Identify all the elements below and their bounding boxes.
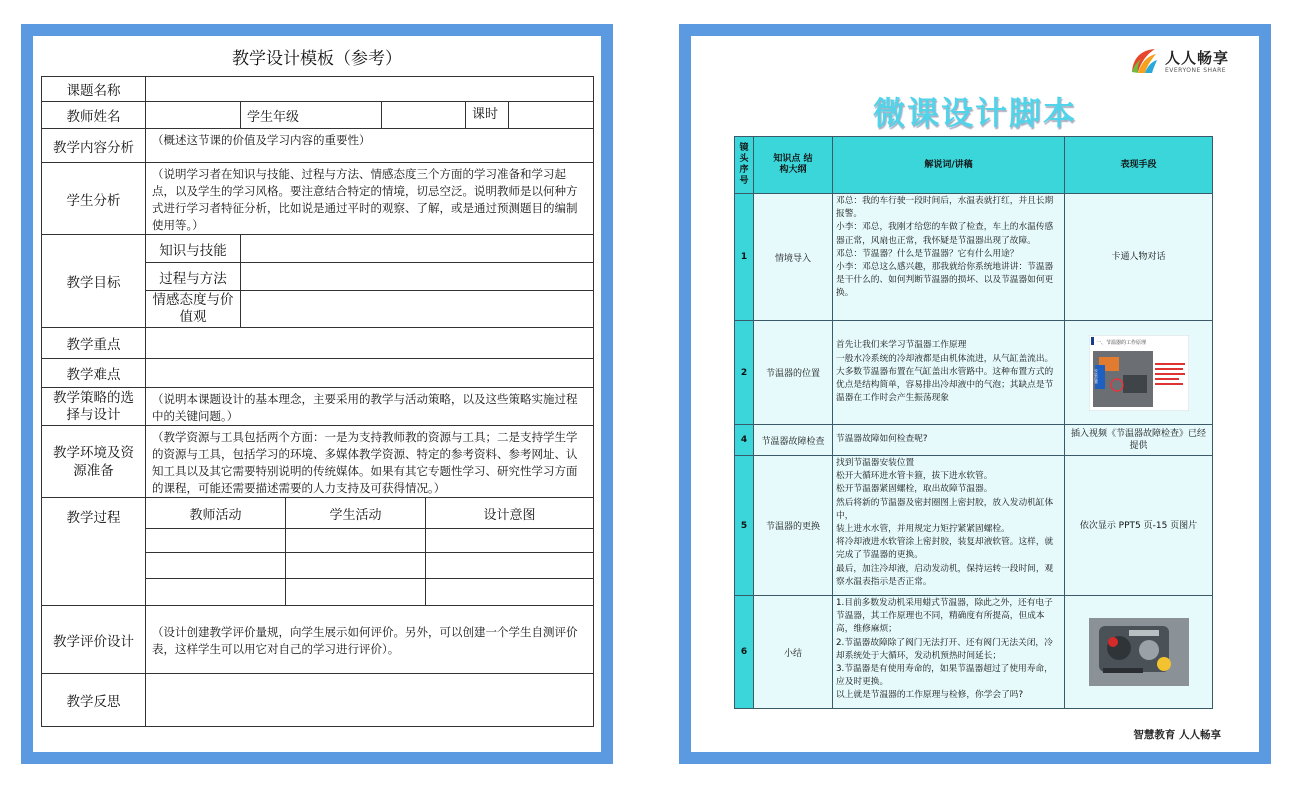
- process-cell[interactable]: [146, 529, 286, 553]
- strategy-label: 教学策略的选择与设计: [42, 388, 146, 426]
- process-cell[interactable]: [426, 579, 594, 606]
- brand-logo: [1129, 44, 1229, 78]
- table-row: [42, 235, 594, 263]
- key-points-cell[interactable]: [146, 328, 594, 359]
- goal-emotion-cell[interactable]: [241, 291, 594, 328]
- table-row: [735, 194, 1213, 321]
- narration-text: 找到节温器安装位置 松开大循环进水管卡箍，拔下进水软管。 松开节温器紧固螺栓，取出故障节温器。 然后将新的节温器及密封圈图上密封胶，放入发动机缸体中， 装上进水水管，并用规定力矩拧紧紧固螺栓。 将冷却液进水软管涂上密封胶，装复却液软管。这样，就完成了节温器的更换。 最后，加注冷却液，启动发动机，保持运转一段时间，观察水温表指示是否正常。: [833, 456, 1065, 596]
- table-row: [42, 674, 594, 727]
- goal-process-cell[interactable]: [241, 263, 594, 291]
- brand-name: 人人畅享: [1164, 48, 1229, 67]
- student-analysis-desc: （说明学习者在知识与技能、过程与方法、情感态度三个方面的学习准备和学习起点，以及学生的学习风格。要注意结合特定的情境，切忌空泛。说明教师是以何种方式进行学习者特征分析，比如说是通过平时的观察、了解，或是通过预测题目的编制使用等。）: [146, 163, 594, 235]
- goal-emotion-label: 情感态度与价值观: [146, 291, 241, 328]
- brand-subtitle: EVERYONE SHARE: [1164, 66, 1227, 74]
- table-row: [735, 456, 1213, 596]
- process-cell[interactable]: [146, 579, 286, 606]
- process-cell[interactable]: [146, 553, 286, 579]
- right-document-page: [691, 36, 1259, 752]
- knowledge-point: 小结: [754, 596, 833, 709]
- evaluation-desc: （设计创建教学评价量规，向学生展示如何评价。另外，可以创建一个学生自测评价表，这样学生可以用它对自己的学习进行评价）。: [146, 606, 594, 674]
- goal-knowledge-label: 知识与技能: [146, 235, 241, 263]
- difficulties-label: 教学难点: [42, 359, 146, 388]
- means-text: 卡通人物对话: [1065, 194, 1213, 321]
- means-header: 表现手段: [1065, 137, 1213, 194]
- student-activity-header: 学生活动: [286, 498, 426, 529]
- topic-value-cell[interactable]: [146, 77, 594, 102]
- left-doc-title: 教学设计模板（参考）: [232, 49, 402, 69]
- grade-value-cell[interactable]: [382, 102, 466, 129]
- brand-logo-icon: [1129, 46, 1159, 76]
- knowledge-point: 情境导入: [754, 194, 833, 321]
- shot-number: 2: [735, 321, 754, 425]
- narration-text: 邓总：我的车行驶一段时间后，水温表就打红，并且长期报警。 小李：邓总，我刚才给您的车做了检查，车上的水温传感器正常，风扇也正常，我怀疑是节温器出现了故障。 邓总：节温器？什么是节温器？它有什么用途？ 小李：邓总这么感兴趣，那我就给你系统地讲讲：节温器是干什么的、如何判断节温器的损坏、以及节温器如何更换。: [833, 194, 1065, 321]
- hours-label: 课时: [466, 102, 509, 128]
- teacher-value-cell[interactable]: [146, 102, 241, 129]
- table-row: [735, 321, 1213, 425]
- topic-label: 课题名称: [42, 77, 146, 102]
- means-text: 插入视频《节温器故障检查》已经提供: [1065, 425, 1213, 456]
- means-text: 依次显示 PPT5 页-15 页图片: [1065, 456, 1213, 596]
- script-table: [734, 136, 1213, 709]
- table-row: [42, 328, 594, 359]
- table-row: [42, 129, 594, 163]
- slide-thumbnail-cell: [1065, 321, 1213, 425]
- grade-label: 学生年级: [241, 102, 382, 129]
- shot-number: 5: [735, 456, 754, 596]
- strategy-desc: （说明本课题设计的基本理念，主要采用的教学与活动策略，以及这些策略实施过程中的关键问题。）: [146, 388, 594, 426]
- table-row: [735, 425, 1213, 456]
- environment-desc: （教学资源与工具包括两个方面：一是为支持教师教的资源与工具；二是支持学生学的资源与工具，包括学习的环境、多媒体教学资源、特定的参考资料、参考网址、认知工具以及其它需要特别说明的传统媒体。如果有其它专题性学习、研究性学习方面的课程，可能还需要描述需要的人力支持及可获得情况。）: [146, 426, 594, 498]
- process-label: 教学过程: [42, 498, 146, 606]
- table-row: [42, 359, 594, 388]
- narration-header: 解说词/讲稿: [833, 137, 1065, 194]
- evaluation-label: 教学评价设计: [42, 606, 146, 674]
- content-analysis-label: 教学内容分析: [42, 129, 146, 163]
- narration-text: 首先让我们来学习节温器工作原理 一般水冷系统的冷却液都是由机体流进，从气缸盖流出。大多数节温器布置在气缸盖出水管路中。这种布置方式的优点是结构简单，容易排出冷却液中的气泡；其缺点是节温器在工作时会产生振荡现象: [833, 321, 1065, 425]
- shot-number: 1: [735, 194, 754, 321]
- content-analysis-desc: （概述这节课的价值及学习内容的重要性）: [146, 129, 594, 163]
- lesson-plan-table: [41, 76, 594, 727]
- process-cell[interactable]: [286, 579, 426, 606]
- knowledge-header: [754, 137, 833, 194]
- table-row: [42, 426, 594, 498]
- goals-label: 教学目标: [42, 235, 146, 328]
- student-analysis-label: 学生分析: [42, 163, 146, 235]
- table-row: [42, 163, 594, 235]
- thumbnail-caption: 一、节温器的工作原理: [1095, 339, 1146, 346]
- table-row: [735, 596, 1213, 709]
- engine-photo-image: [1089, 618, 1189, 686]
- process-cell[interactable]: [426, 553, 594, 579]
- hours-cell: [466, 102, 594, 129]
- shot-number: 6: [735, 596, 754, 709]
- left-document-page: [33, 36, 601, 752]
- goal-knowledge-cell[interactable]: [241, 235, 594, 263]
- process-cell[interactable]: [286, 529, 426, 553]
- engine-photo-cell: [1065, 596, 1213, 709]
- shot-number: 4: [735, 425, 754, 456]
- key-points-label: 教学重点: [42, 328, 146, 359]
- shot-no-header: 镜头序号: [735, 137, 754, 194]
- process-cell[interactable]: [426, 529, 594, 553]
- reflection-label: 教学反思: [42, 674, 146, 727]
- reflection-cell[interactable]: [146, 674, 594, 727]
- design-intent-header: 设计意图: [426, 498, 594, 529]
- table-row: [42, 498, 594, 529]
- teacher-label: 教师姓名: [42, 102, 146, 129]
- footer-text: 智慧教育 人人畅享: [1133, 729, 1221, 741]
- process-cell[interactable]: [286, 553, 426, 579]
- slide-thumbnail-image: [1089, 335, 1189, 411]
- left-document-frame: [21, 24, 613, 764]
- environment-label: 教学环境及资源准备: [42, 426, 146, 498]
- table-row: [42, 606, 594, 674]
- knowledge-point: 节温器的更换: [754, 456, 833, 596]
- knowledge-header-label: 知识点 结构大纲: [773, 154, 813, 175]
- knowledge-point: 节温器的位置: [754, 321, 833, 425]
- narration-text: 节温器故障如何检查呢?: [833, 425, 1065, 456]
- teacher-activity-header: 教师活动: [146, 498, 286, 529]
- script-title: 微课设计脚本: [872, 94, 1077, 132]
- narration-text: 1.目前多数发动机采用蜡式节温器，除此之外，还有电子节温器，其工作原理也不同，精确度有所提高，但成本高，维修麻烦； 2.节温器故障除了阀门无法打开、还有阀门无法关闭，冷却系统处于大循环，发动机预热时间延长； 3.节温器是有使用寿命的，如果节温器超过了使用寿命，应及时更换。 以上就是节温器的工作原理与检修，你学会了吗?: [833, 596, 1065, 709]
- difficulties-cell[interactable]: [146, 359, 594, 388]
- knowledge-point: 节温器故障检查: [754, 425, 833, 456]
- table-row: [42, 102, 594, 129]
- table-row: [42, 388, 594, 426]
- table-header-row: [735, 137, 1213, 194]
- thumbnail-label: 安装位置: [1094, 368, 1098, 383]
- right-document-frame: [679, 24, 1271, 764]
- goal-process-label: 过程与方法: [146, 263, 241, 291]
- table-row: [42, 77, 594, 102]
